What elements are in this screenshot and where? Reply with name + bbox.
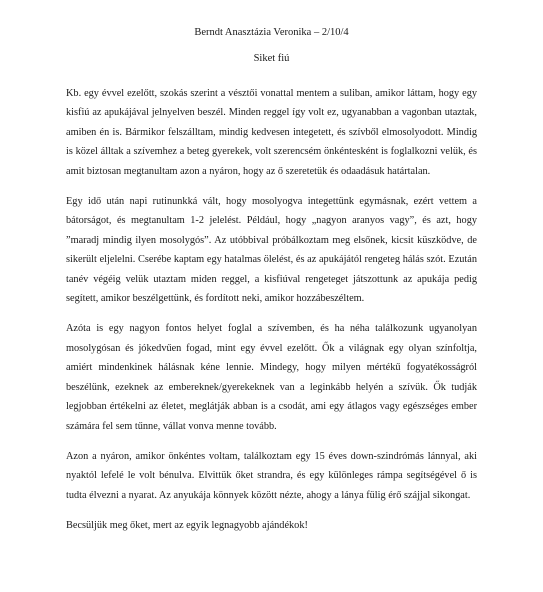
paragraph: Egy idő után napi rutinunkká vált, hogy mosolyogva integettünk egymásnak, ezért vettem a bátorságot, és megtanultam 1-2 jelelést. Például, hogy „nagyon aranyos vagy”, és azt, hogy ”maradj mindig ilyen mosolygós”. Az utóbbival próbálkoztam meg elsőnek, kicsit küszködve, de sikerült eljelelni. Cserébe kaptam egy hatalmas ölelést, és az apukájától rengeteg hálás szót. Ezután tanév végéig velük utaztam miden reggel, a kisfiúval rengeteget játszottunk az apukája pedig segített, amikor beszélgettünk, és fordított neki, amikor hozzábeszéltem. [66,196,477,305]
paragraph: Azon a nyáron, amikor önkéntes voltam, találkoztam egy 15 éves down-szindrómás lánnyal, aki nyaktól lefelé le volt bénulva. Elvittük őket strandra, és egy különleges rámpa segítségével ő is tudta élvezni a nyarat. Az anyukája könnyek között nézte, ahogy a lánya fülig érő szájjal sikongat. [66,450,477,501]
document-title: Siket fiú [253,53,290,64]
paragraph: Becsüljük meg őket, mert az egyik legnagyobb ajándékok! [66,520,308,532]
paragraph: Kb. egy évvel ezelőtt, szokás szerint a vésztői vonattal mentem a suliban, amikor láttam, hogy egy kisfiú az apukájával jelnyelven beszél. Minden reggel így volt ez, ugyanabban a vagonban utaztak, amiben én is. Bármikor felszálltam, mindig kedvesen integetett, és szívből elmosolyodott. Mindig is közel álltak a szívemhez a beteg gyerekek, volt szerencsém önkéntesként is foglalkozni velük, és amit biztosan megtanultam azon a nyáron, hogy az ő szeretetük és odaadásuk határtalan. [66,88,477,177]
document-body [66,84,477,536]
paragraph: Azóta is egy nagyon fontos helyet foglal a szívemben, és ha néha találkozunk ugyanolyan mosolygósan és jókedvűen fogad, mint egy évvel ezelőtt. Ők a világnak egy olyan színfoltja, amiért mindenkinek hálásnak kéne lennie. Mindegy, hogy milyen mértékű fogyatékosságról beszélünk, ezeknek az embereknek/gyerekeknek van a leginkább helyén a szívük. Ők tudják legjobban értékelni az életet, meglátják abban is a csodát, ami egy átlagos vagy egészséges ember számára fel sem tűnne, vállat vonva menne tovább. [66,323,477,432]
author-header: Berndt Anasztázia Veronika – 2/10/4 [194,27,349,38]
